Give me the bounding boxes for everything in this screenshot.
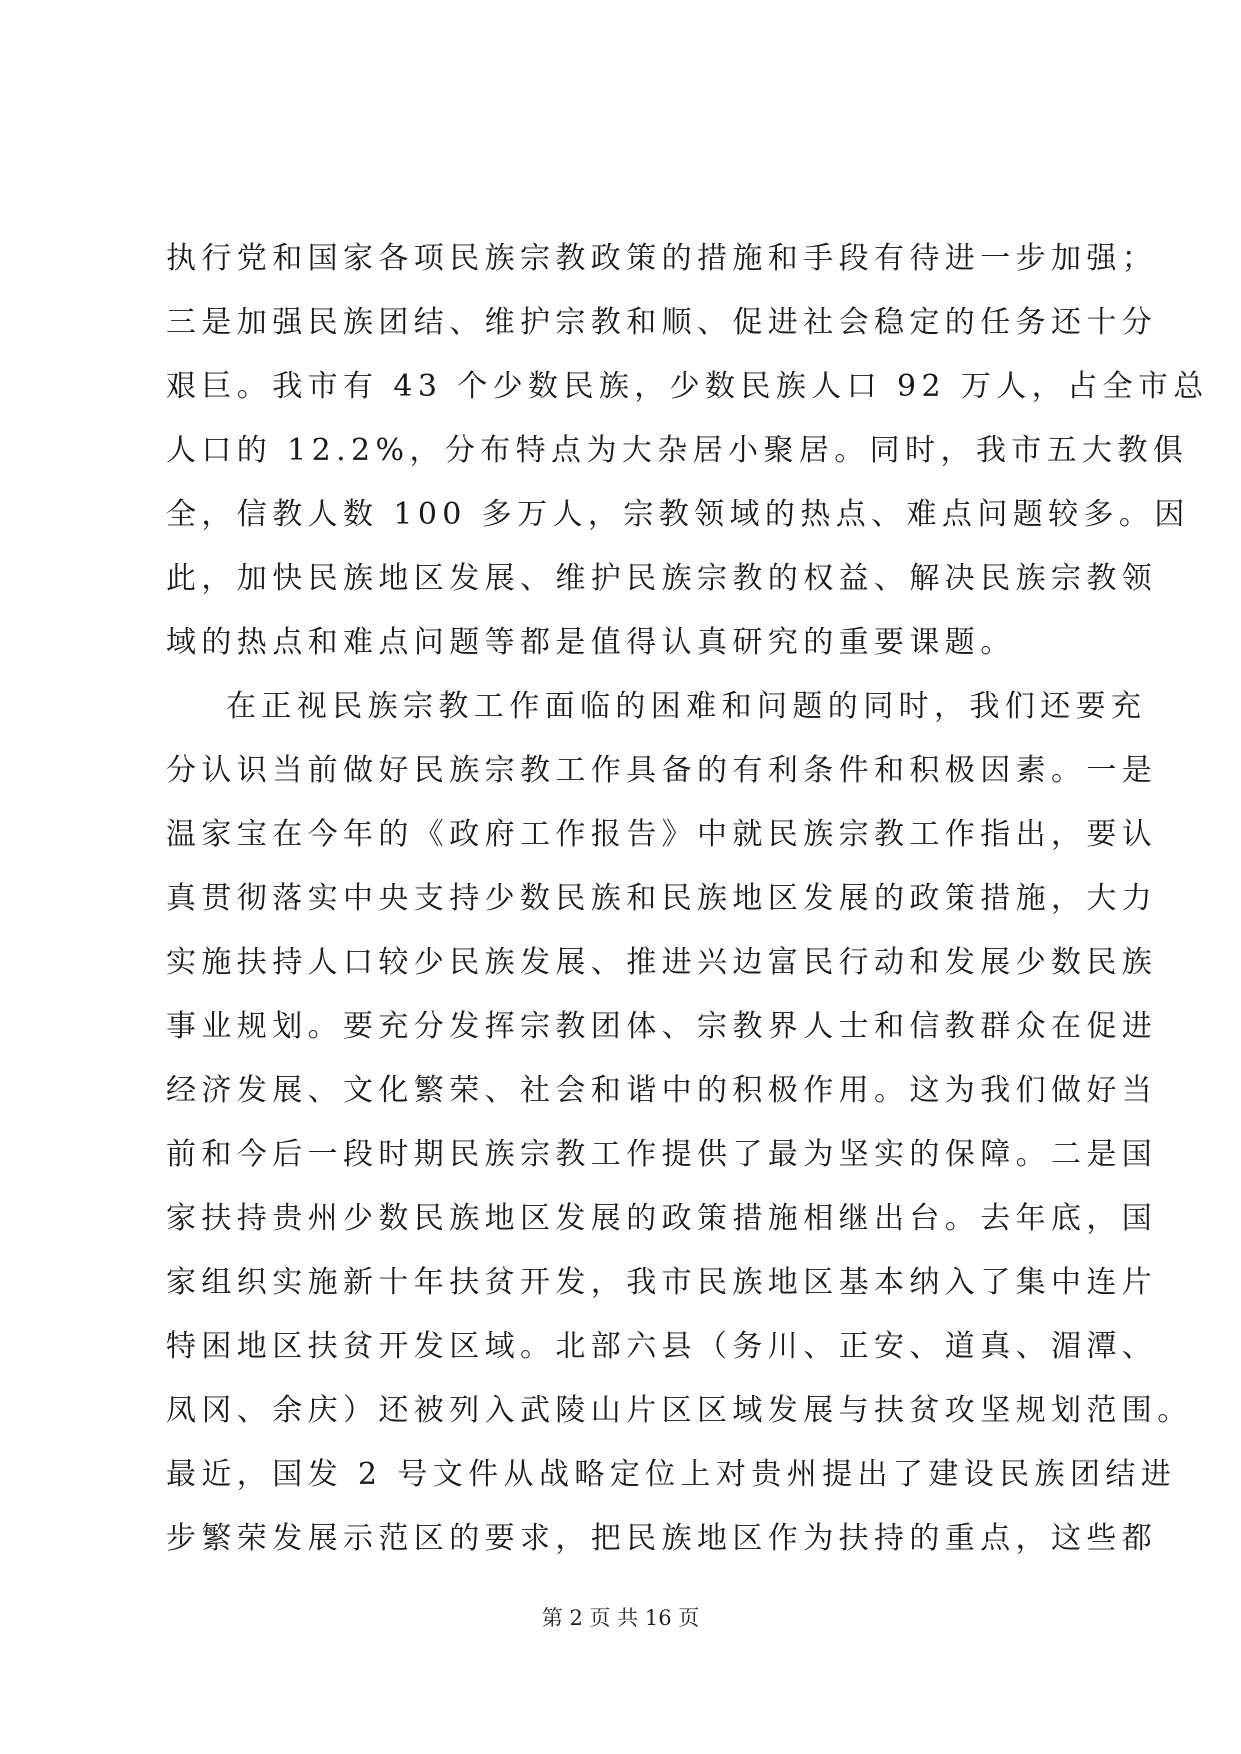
text-line: 域的热点和难点问题等都是值得认真研究的重要课题。 bbox=[166, 625, 1016, 660]
text-line: 艰巨。我市有 43 个少数民族，少数民族人口 92 万人，占全市总 bbox=[166, 369, 1209, 404]
text-line: 实施扶持人口较少民族发展、推进兴边富民行动和发展少数民族 bbox=[166, 945, 1158, 980]
text-line: 三是加强民族团结、维护宗教和顺、促进社会稳定的任务还十分 bbox=[166, 305, 1158, 340]
text-line: 步繁荣发展示范区的要求，把民族地区作为扶持的重点，这些都 bbox=[166, 1521, 1158, 1556]
text-line: 特困地区扶贫开发区域。北部六县（务川、正安、道真、湄潭、 bbox=[166, 1329, 1158, 1364]
text-line: 分认识当前做好民族宗教工作具备的有利条件和积极因素。一是 bbox=[166, 753, 1158, 788]
text-line: 温家宝在今年的《政府工作报告》中就民族宗教工作指出，要认 bbox=[166, 817, 1158, 852]
text-line: 前和今后一段时期民族宗教工作提供了最为坚实的保障。二是国 bbox=[166, 1137, 1158, 1172]
page-number-footer: 第 2 页 共 16 页 bbox=[541, 1606, 700, 1630]
text-line: 真贯彻落实中央支持少数民族和民族地区发展的政策措施，大力 bbox=[166, 881, 1158, 916]
text-line: 此，加快民族地区发展、维护民族宗教的权益、解决民族宗教领 bbox=[166, 561, 1158, 596]
text-line: 人口的 12.2%，分布特点为大杂居小聚居。同时，我市五大教俱 bbox=[166, 433, 1189, 468]
text-line: 凤冈、余庆）还被列入武陵山片区区域发展与扶贫攻坚规划范围。 bbox=[166, 1393, 1193, 1428]
document-body bbox=[166, 227, 1209, 1571]
text-line: 家扶持贵州少数民族地区发展的政策措施相继出台。去年底，国 bbox=[166, 1201, 1158, 1236]
text-line: 全，信教人数 100 多万人，宗教领域的热点、难点问题较多。因 bbox=[166, 497, 1190, 532]
text-line: 最近，国发 2 号文件从战略定位上对贵州提出了建设民族团结进 bbox=[166, 1457, 1177, 1492]
text-line: 事业规划。要充分发挥宗教团体、宗教界人士和信教群众在促进 bbox=[166, 1009, 1158, 1044]
text-line: 经济发展、文化繁荣、社会和谐中的积极作用。这为我们做好当 bbox=[166, 1073, 1158, 1108]
text-line: 家组织实施新十年扶贫开发，我市民族地区基本纳入了集中连片 bbox=[166, 1265, 1158, 1300]
text-line: 执行党和国家各项民族宗教政策的措施和手段有待进一步加强； bbox=[166, 241, 1158, 276]
paragraph-start-line: 在正视民族宗教工作面临的困难和问题的同时，我们还要充 bbox=[226, 689, 1147, 724]
